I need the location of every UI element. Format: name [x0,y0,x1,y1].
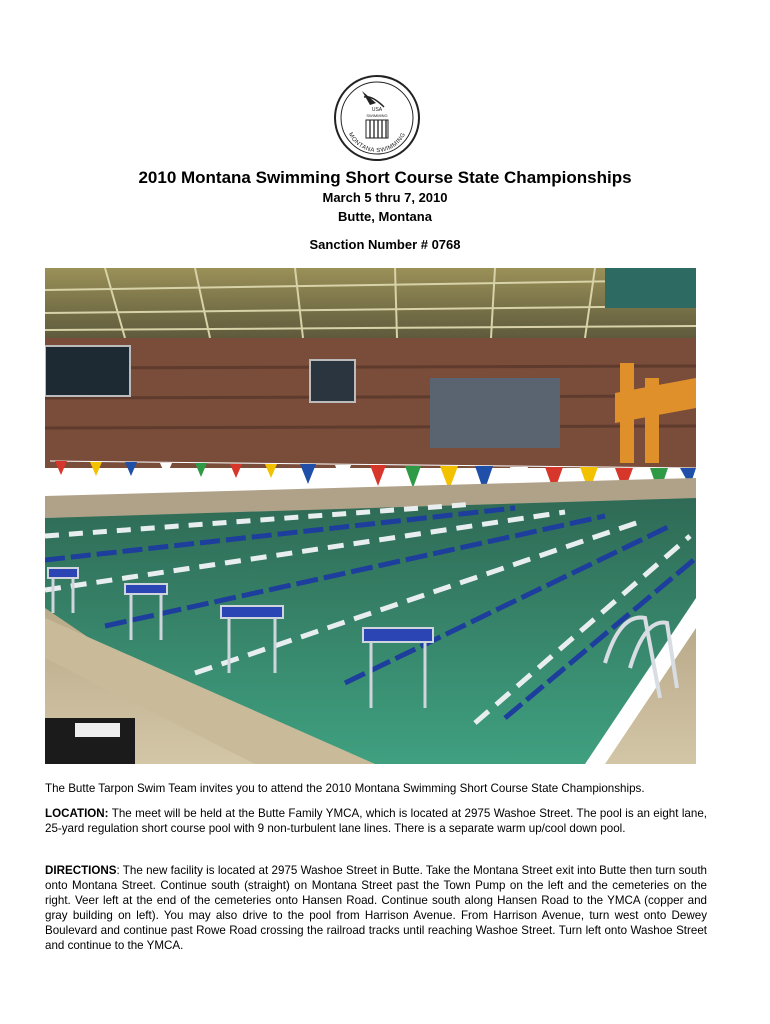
location-text: The meet will be held at the Butte Family YMCA, which is located at 2975 Washoe Street. The pool is an eight lane, 25-yard regulation short course pool with 9 non-turbulent lane lines. There is a separate warm up/cool down pool. [45,807,707,835]
montana-swimming-logo [332,73,422,163]
event-location: Butte, Montana [338,209,432,224]
directions-label: DIRECTIONS [45,864,117,877]
location-label: LOCATION: [45,807,109,820]
sanction-number: Sanction Number # 0768 [309,237,461,252]
location-paragraph [45,806,707,836]
directions-text: : The new facility is located at 2975 Washoe Street in Butte. Take the Montana Street exit into Butte then turn south onto Montana Street. Continue south (straight) on Montana Street past the Town Pump on the left and the cemeteries on the right. Veer left at the end of the cemeteries onto Hansen Road. Continue south along Hansen Road to the YMCA (copper and gray building on left). You may also drive to the pool from Harrison Avenue. From Harrison Avenue, turn west onto Dewey Boulevard and continue past Rowe Road crossing the railroad tracks until reaching Washoe Street. Turn left onto Washoe Street and continue to the YMCA. [45,864,707,952]
indoor-pool-photo [45,268,696,764]
page-title: 2010 Montana Swimming Short Course State Championships [138,168,632,187]
event-dates: March 5 thru 7, 2010 [322,190,448,205]
directions-paragraph [45,863,707,953]
svg-text:MONTANA SWIMMING: MONTANA SWIMMING [346,131,408,155]
svg-text:USA: USA [371,107,383,113]
svg-text:SWIMMING: SWIMMING [366,113,388,118]
invitation-paragraph: The Butte Tarpon Swim Team invites you to attend the 2010 Montana Swimming Short Course State Championships. [45,782,645,795]
